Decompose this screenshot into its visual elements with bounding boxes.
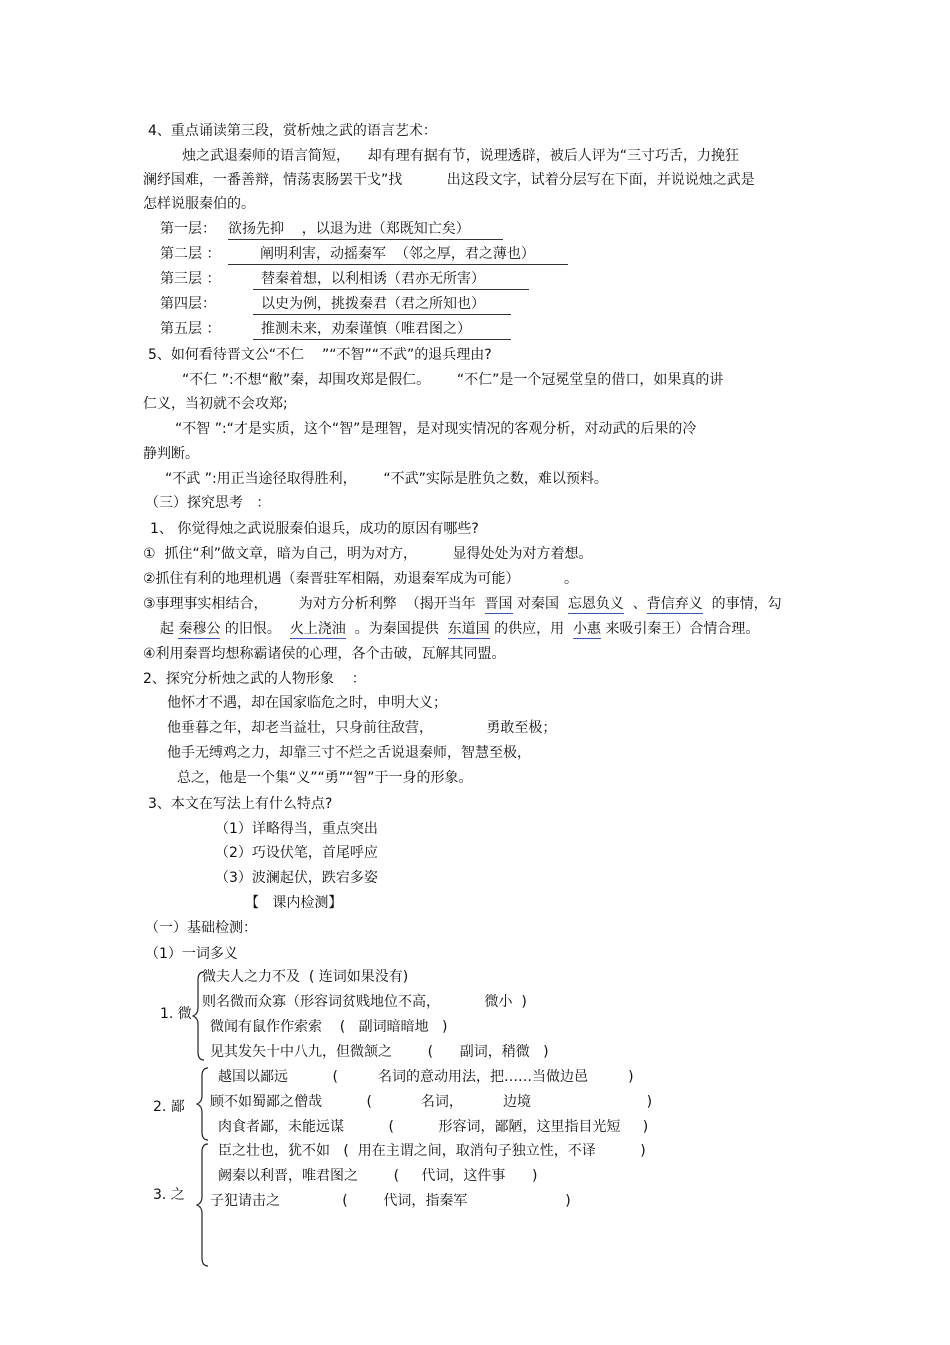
layer-2-text: 阐明利害，动摇秦军 （邻之厚，君之薄也）	[228, 245, 568, 265]
explore-q3: 3、本文在写法上有什么特点?	[148, 796, 333, 812]
word-label-wei: 1. 微	[160, 1006, 192, 1022]
wei-item-3: 微闻有鼠作作索索 ( 副词暗暗地 )	[210, 1019, 448, 1035]
writing-1: （1）详略得当，重点突出	[215, 821, 378, 837]
persona-3: 他手无缚鸡之力，却靠三寸不烂之舌说退秦师，智慧至极，	[167, 745, 531, 761]
q5-buzhi-line1: “不智 ”:“才是实质，这个“智”是理智，是对现实情况的客观分析，对动武的后果的冷	[175, 421, 697, 437]
q5-buzhi-line2: 静判断。	[143, 446, 199, 462]
q4-title: 4、重点诵读第三段，赏析烛之武的语言艺术：	[148, 123, 437, 139]
layer-3-label: 第三层 ：	[160, 271, 221, 287]
zhi-item-2: 阙秦以利晋，唯君图之 ( 代词，这件事 )	[218, 1168, 538, 1184]
layer-2-label: 第二层 ：	[160, 246, 221, 262]
underlined-term: 小惠	[572, 621, 601, 637]
explore-q2: 2、探究分析烛之武的人物形象 ：	[143, 671, 366, 687]
underlined-term: 秦穆公	[178, 621, 221, 637]
bi-item-2: 顾不如蜀鄙之僧哉 ( 名词， 边境 )	[210, 1094, 653, 1110]
explore-q1: 1、 你觉得烛之武说服秦伯退兵，成功的原因有哪些?	[150, 521, 479, 537]
text-run: ③事理事实相结合， 为对方分析利弊 （揭开当年	[143, 596, 485, 612]
word-label-bi: 2. 鄙	[153, 1099, 185, 1115]
wei-item-1: 微夫人之力不及 ( 连词如果没有)	[202, 969, 409, 985]
text-run: 的旧恨。	[220, 621, 290, 637]
persona-4: 总之，他是一个集“义”“勇”“智”于一身的形象。	[177, 770, 473, 786]
q5-buren-line1: “不仁 ”:不想“敝”秦，却围攻郑是假仁。 “不仁”是一个冠冕堂皇的借口，如果真的讲	[182, 372, 724, 388]
text-run: 起	[160, 621, 179, 637]
underlined-term: 火上浇油	[289, 621, 346, 637]
underlined-term: 晋国	[484, 596, 513, 612]
persona-2: 他垂暮之年，却老当益壮，只身前往敌营， 勇敢至极；	[167, 720, 557, 736]
basic-heading: （一）基础检测：	[145, 920, 257, 936]
layer-3-text: 替秦着想，以利相诱（君亦无所害）	[253, 270, 529, 290]
polysemy-heading: （1）一词多义	[145, 946, 238, 962]
q5-buren-line2: 仁义，当初就不会攻郑;	[143, 396, 288, 412]
layer-5-label: 第五层 ：	[160, 321, 221, 337]
layer-1-label: 第一层：	[160, 221, 216, 237]
wei-item-2: 则名微而众寡（形容词贫贱地位不高， 微小 )	[202, 994, 527, 1010]
q5-title: 5、如何看待晋文公“不仁 ”“不智”“不武”的退兵理由?	[148, 347, 492, 363]
writing-2: （2）巧设伏笔，首尾呼应	[215, 845, 378, 861]
layer-1-text: 欲扬先抑 ，以退为进（郑既知亡矣）	[228, 220, 503, 240]
layer-4-text: 以史为例，挑拨秦君（君之所知也）	[253, 295, 511, 315]
text-run: 的供应，用	[489, 621, 573, 637]
brace-icon	[196, 1066, 210, 1142]
explore-heading: （三）探究思考 ：	[145, 495, 271, 511]
layer-5-text: 推测未来，劝秦谨慎（唯君图之）	[253, 320, 511, 340]
zhi-item-1: 臣之壮也，犹不如 ( 用在主谓之间，取消句子独立性，不译 )	[218, 1143, 646, 1159]
persona-1: 他怀才不遇，却在国家临危之时，申明大义；	[167, 695, 447, 711]
underlined-term: 忘恩负义	[567, 596, 624, 612]
writing-3: （3）波澜起伏，跌宕多姿	[215, 870, 378, 886]
zhi-item-3: 子犯请击之 ( 代词，指秦军 )	[210, 1193, 571, 1209]
text-run: 、	[623, 596, 647, 612]
text-run: 来吸引秦王）合情合理。	[600, 621, 760, 637]
bi-item-1: 越国以鄙远 ( 名词的意动用法，把……当做边邑 )	[218, 1069, 634, 1085]
q5-buwu: “不武 ”:用正当途径取得胜利， “不武”实际是胜负之数，难以预料。	[165, 471, 608, 487]
text-run: 的事情，勾	[702, 596, 782, 612]
test-heading: 【 课内检测】	[245, 895, 343, 911]
q4-intro-line2: 澜纾国难，一番善辩，情荡衷肠罢干戈”找 出这段文字，试着分层写在下面，并说说烛之武是	[143, 172, 755, 188]
wei-item-4: 见其发矢十中八九，但微颔之 ( 副词，稍微 )	[210, 1044, 549, 1060]
word-label-zhi: 3. 之	[153, 1187, 185, 1203]
explore-reason-2: ②抓住有利的地理机遇（秦晋驻军相隔，劝退秦军成为可能） 。	[143, 571, 579, 587]
underlined-term: 背信弃义	[646, 596, 703, 612]
q4-intro-line1: 烛之武退秦师的语言简短， 却有理有据有节，说理透辟，被后人评为“三寸巧舌，力挽狂	[182, 148, 740, 164]
explore-reason-4: ④利用秦晋均想称霸诸侯的心理，各个击破，瓦解其同盟。	[143, 646, 506, 662]
q4-intro-line3: 怎样说服秦伯的。	[143, 196, 255, 212]
explore-reason-1: ① 抓住“利”做文章，暗为自己，明为对方， 显得处处为对方着想。	[143, 546, 593, 562]
text-run: 。为秦国提供	[345, 621, 448, 637]
explore-reason-3-line1	[143, 595, 782, 613]
explore-reason-3-line2	[160, 620, 759, 638]
layer-4-label: 第四层：	[160, 296, 216, 312]
brace-icon	[196, 1142, 210, 1268]
underlined-term: 东道国	[447, 621, 490, 637]
bi-item-3: 肉食者鄙，未能远谋 ( 形容词，鄙陋，这里指目光短 )	[218, 1119, 649, 1135]
text-run: 对秦国	[512, 596, 568, 612]
